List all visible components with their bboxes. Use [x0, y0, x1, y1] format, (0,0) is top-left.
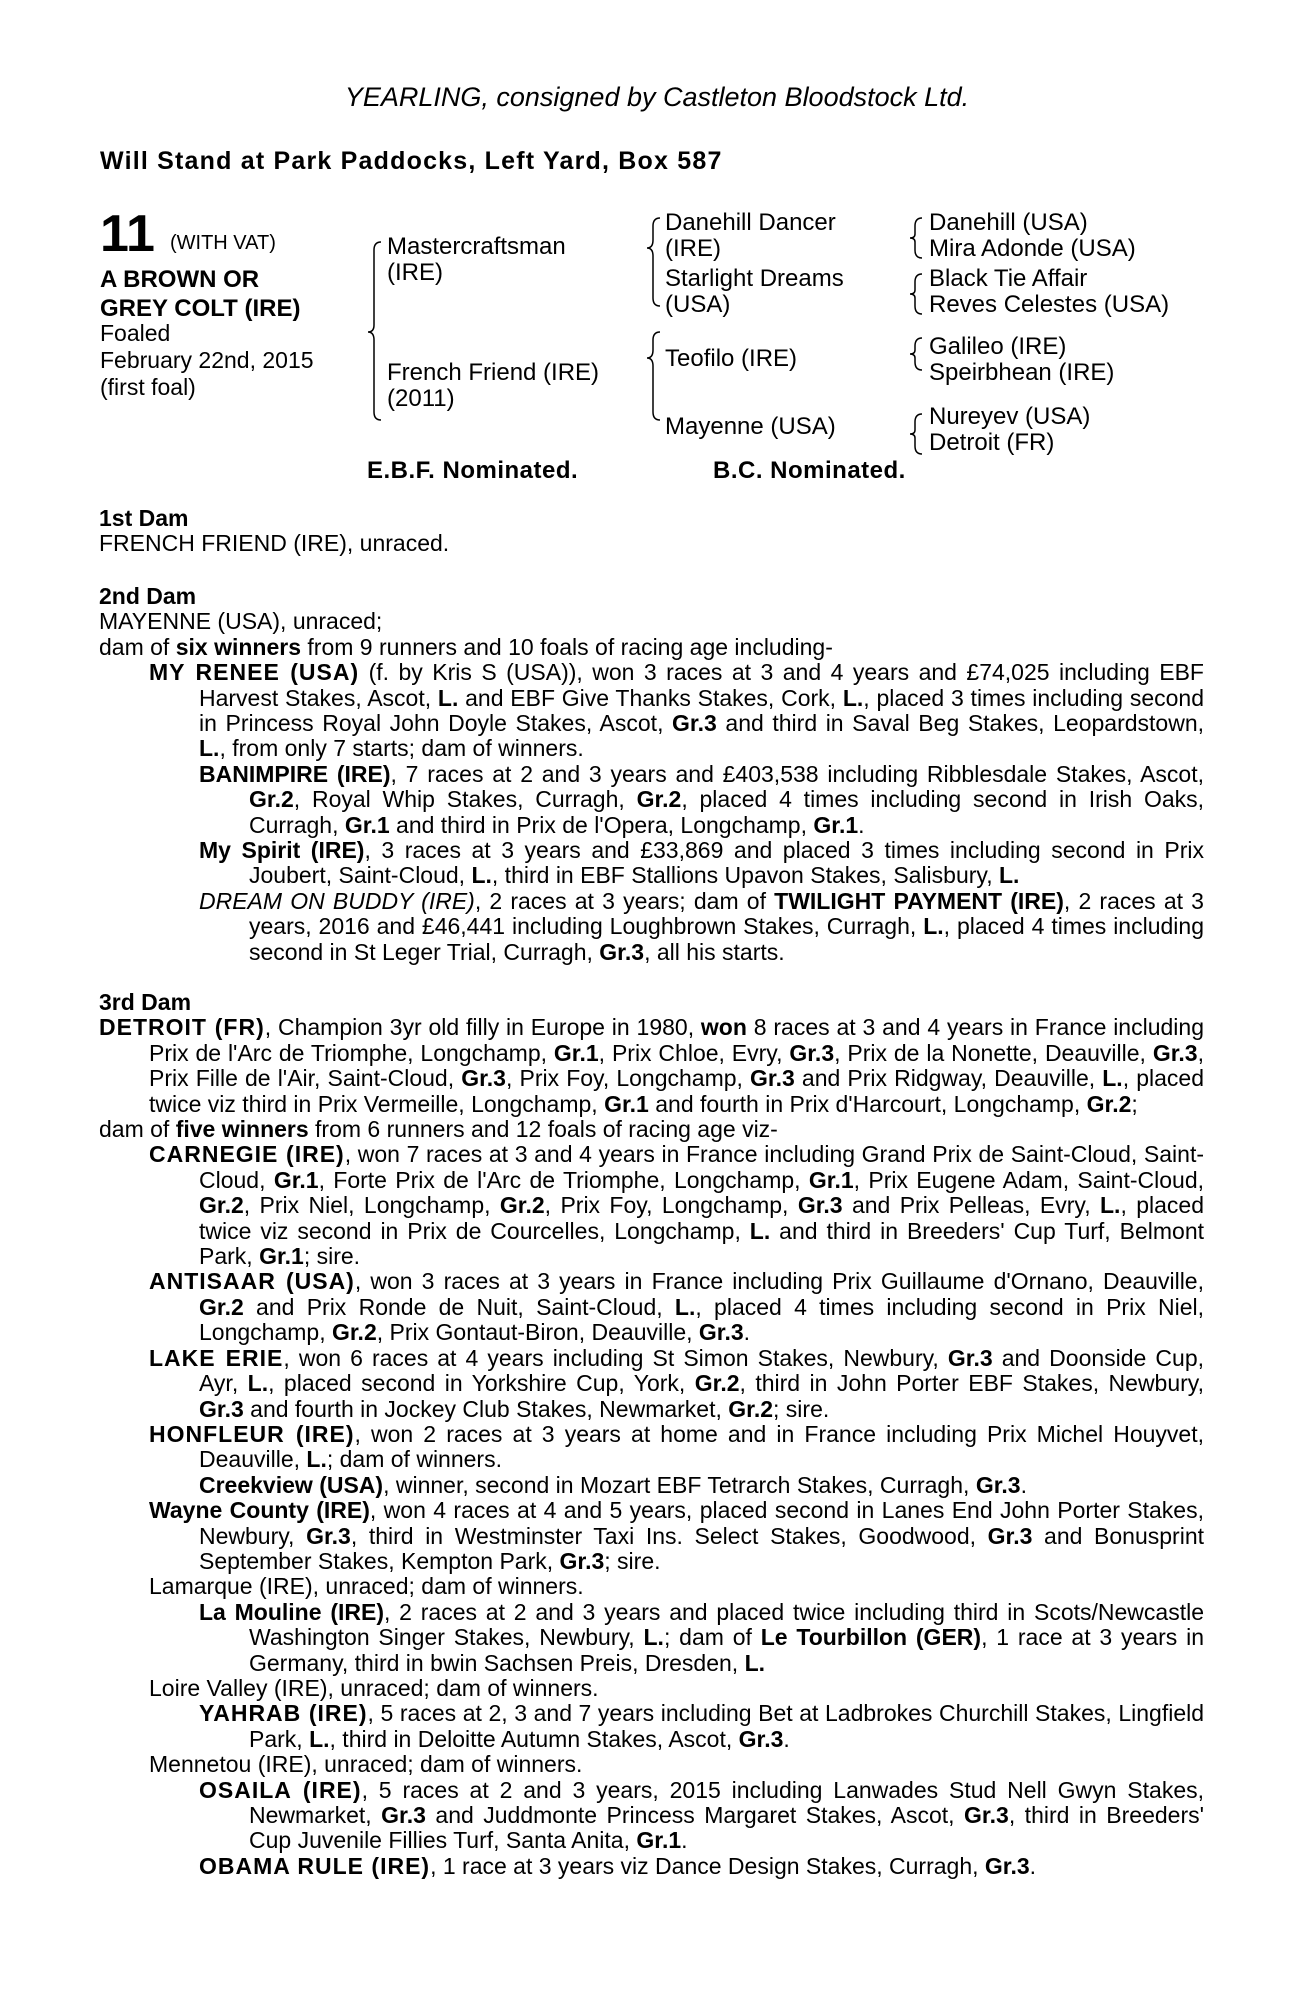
progeny-entry: Loire Valley (IRE), unraced; dam of winners. [149, 1674, 599, 1701]
lot-description-line: GREY COLT (IRE) [100, 295, 301, 322]
progeny-entry: LAKE ERIE, won 6 races at 4 years including St Simon Stakes, Newbury, Gr.3 and Doonside Cup, Ayr, L., placed second in Yorkshire Cup, York, Gr.2, third in John Porter EBF Stakes, Newbury, Gr.3 and fourth in Jockey Club Stakes, Newmarket, Gr.2; sire. [149, 1344, 1204, 1422]
first-dam-section [99, 506, 1204, 557]
ebf-nominated: E.B.F. Nominated. [367, 457, 579, 484]
foaled-label: Foaled [100, 320, 171, 346]
ancestor-ddd: Detroit (FR) [929, 429, 1055, 456]
progeny-entry: MY RENEE (USA) (f. by Kris S (USA)), won 3 races at 3 and 4 years and £74,025 including EBF Harvest Stakes, Ascot, L. and EBF Give Thanks Stakes, Cork, L., placed 3 times including second in Princess Royal John Doyle Stakes, Ascot, Gr.3 and third in Saval Beg Stakes, Leopardstown, L., from only 7 starts; dam of winners. [149, 659, 1204, 762]
sire-sire-name: Danehill Dancer [665, 209, 836, 236]
foaled-date: February 22nd, 2015 [100, 347, 314, 373]
sire-dam-name: Starlight Dreams [665, 265, 844, 292]
bc-nominated: B.C. Nominated. [713, 457, 906, 484]
dam-sire: Teofilo (IRE) [665, 345, 798, 372]
second-dam-produce-summary: dam of six winners from 9 runners and 10 foals of racing age including- [99, 633, 833, 660]
foal-note: (first foal) [100, 374, 196, 400]
stand-location: Will Stand at Park Paddocks, Left Yard, Box 587 [100, 147, 723, 175]
progeny-entry: My Spirit (IRE), 3 races at 3 years and £33,869 and placed 3 times including second in Prix Joubert, Saint-Cloud, L., third in EBF Stallions Upavon Stakes, Salisbury, L. [199, 837, 1204, 889]
consignor-line: YEARLING, consigned by Castleton Bloodstock Ltd. [344, 82, 970, 112]
progeny-entry: HONFLEUR (IRE), won 2 races at 3 years at home and in France including Prix Michel Houyvet, Deauville, L.; dam of winners. [149, 1420, 1204, 1473]
progeny-entry: OSAILA (IRE), 5 races at 2 and 3 years, 2015 including Lanwades Stud Nell Gwyn Stakes, Newmarket, Gr.3 and Juddmonte Princess Margaret Stakes, Ascot, Gr.3, third in Breeders' Cup Juvenile Fillies Turf, Santa Anita, Gr.1. [199, 1776, 1204, 1854]
ancestor-dss: Galileo (IRE) [929, 333, 1067, 360]
second-dam-section [99, 584, 1204, 965]
first-dam-text: FRENCH FRIEND (IRE), unraced. [99, 530, 450, 557]
vat-note: (WITH VAT) [170, 232, 276, 254]
progeny-entry: ANTISAAR (USA), won 3 races at 3 years in France including Prix Guillaume d'Ornano, Deauville, Gr.2 and Prix Ronde de Nuit, Saint-Cloud, L., placed 4 times including second in Prix Niel, Longchamp, Gr.2, Prix Gontaut-Biron, Deauville, Gr.3. [149, 1268, 1204, 1346]
third-dam-heading: 3rd Dam [99, 989, 192, 1015]
sire [387, 234, 566, 286]
ancestor-sss: Danehill (USA) [929, 209, 1088, 236]
dam-foaled: (2011) [387, 385, 455, 412]
ancestor-dds: Nureyev (USA) [929, 403, 1091, 430]
ancestor-sds: Black Tie Affair [929, 265, 1088, 292]
dam-dam: Mayenne (USA) [665, 413, 836, 440]
progeny-entry: La Mouline (IRE), 2 races at 2 and 3 years and placed twice including third in Scots/Newcastle Washington Singer Stakes, Newbury, L.; dam of Le Tourbillon (GER), 1 race at 3 years in Germany, third in bwin Sachsen Preis, Dresden, L. [199, 1598, 1204, 1676]
progeny-entry: OBAMA RULE (IRE), 1 race at 3 years viz Dance Design Stakes, Curragh, Gr.3. [199, 1852, 1037, 1879]
sire-dam [665, 266, 844, 318]
ancestor-dsd: Speirbhean (IRE) [929, 359, 1115, 386]
third-dam-produce-summary: dam of five winners from 6 runners and 12 foals of racing age viz- [99, 1116, 778, 1143]
progeny-entry: BANIMPIRE (IRE), 7 races at 2 and 3 years and £403,538 including Ribblesdale Stakes, Ascot, Gr.2, Royal Whip Stakes, Curragh, Gr.2, placed 4 times including second in Irish Oaks, Curragh, Gr.1 and third in Prix de l'Opera, Longchamp, Gr.1. [199, 760, 1205, 838]
first-dam-heading: 1st Dam [99, 505, 189, 531]
second-dam-line: MAYENNE (USA), unraced; [99, 608, 383, 635]
progeny-entry: Creekview (USA), winner, second in Mozart EBF Tetrarch Stakes, Curragh, Gr.3. [199, 1471, 1027, 1498]
progeny-entry: Wayne County (IRE), won 4 races at 4 and 5 years, placed second in Lanes End John Porter Stakes, Newbury, Gr.3, third in Westminster Taxi Ins. Select Stakes, Goodwood, Gr.3 and Bonusprint September Stakes, Kempton Park, Gr.3; sire. [149, 1497, 1204, 1574]
sire-sire [665, 210, 836, 262]
third-dam-entry: DETROIT (FR), Champion 3yr old filly in Europe in 1980, won 8 races at 3 and 4 years in France including Prix de l'Arc de Triomphe, Longchamp, Gr.1, Prix Chloe, Evry, Gr.3, Prix de la Nonette, Deauville, Gr.3, Prix Fille de l'Air, Saint-Cloud, Gr.3, Prix Foy, Longchamp, Gr.3 and Prix Ridgway, Deauville, L., placed twice viz third in Prix Vermeille, Longchamp, Gr.1 and fourth in Prix d'Harcourt, Longchamp, Gr.2; [99, 1014, 1204, 1117]
progeny-entry: CARNEGIE (IRE), won 7 races at 3 and 4 years in France including Grand Prix de Saint-Cloud, Saint-Cloud, Gr.1, Forte Prix de l'Arc de Triomphe, Longchamp, Gr.1, Prix Eugene Adam, Saint-Cloud, Gr.2, Prix Niel, Longchamp, Gr.2, Prix Foy, Longchamp, Gr.3 and Prix Pelleas, Evry, L., placed twice viz second in Prix de Courcelles, Longchamp, L. and third in Breeders' Cup Turf, Belmont Park, Gr.1; sire. [149, 1141, 1205, 1270]
second-dam-heading: 2nd Dam [99, 583, 197, 609]
lot-number: 11 [100, 205, 155, 263]
progeny-entry: YAHRAB (IRE), 5 races at 2, 3 and 7 years including Bet at Ladbrokes Churchill Stakes, Lingfield Park, L., third in Deloitte Autumn Stakes, Ascot, Gr.3. [199, 1700, 1205, 1752]
sire-sire-suffix: (IRE) [665, 235, 721, 262]
sire-suffix: (IRE) [387, 259, 443, 286]
ancestor-sdd: Reves Celestes (USA) [929, 291, 1170, 318]
dam-name: French Friend (IRE) [387, 359, 600, 386]
progeny-entry: Mennetou (IRE), unraced; dam of winners. [149, 1751, 583, 1778]
sire-name: Mastercraftsman [387, 233, 566, 260]
lot-description-line: A BROWN OR [100, 266, 260, 293]
progeny-entry: Lamarque (IRE), unraced; dam of winners. [149, 1573, 584, 1600]
dam [387, 360, 599, 412]
third-dam-section [99, 990, 1204, 1879]
ancestor-ssd: Mira Adonde (USA) [929, 235, 1136, 262]
sire-dam-suffix: (USA) [665, 291, 731, 318]
progeny-entry: DREAM ON BUDDY (IRE), 2 races at 3 years; dam of TWILIGHT PAYMENT (IRE), 2 races at 3 years, 2016 and £46,441 including Loughbrown Stakes, Curragh, L., placed 4 times including second in St Leger Trial, Curragh, Gr.3, all his starts. [199, 887, 1204, 965]
